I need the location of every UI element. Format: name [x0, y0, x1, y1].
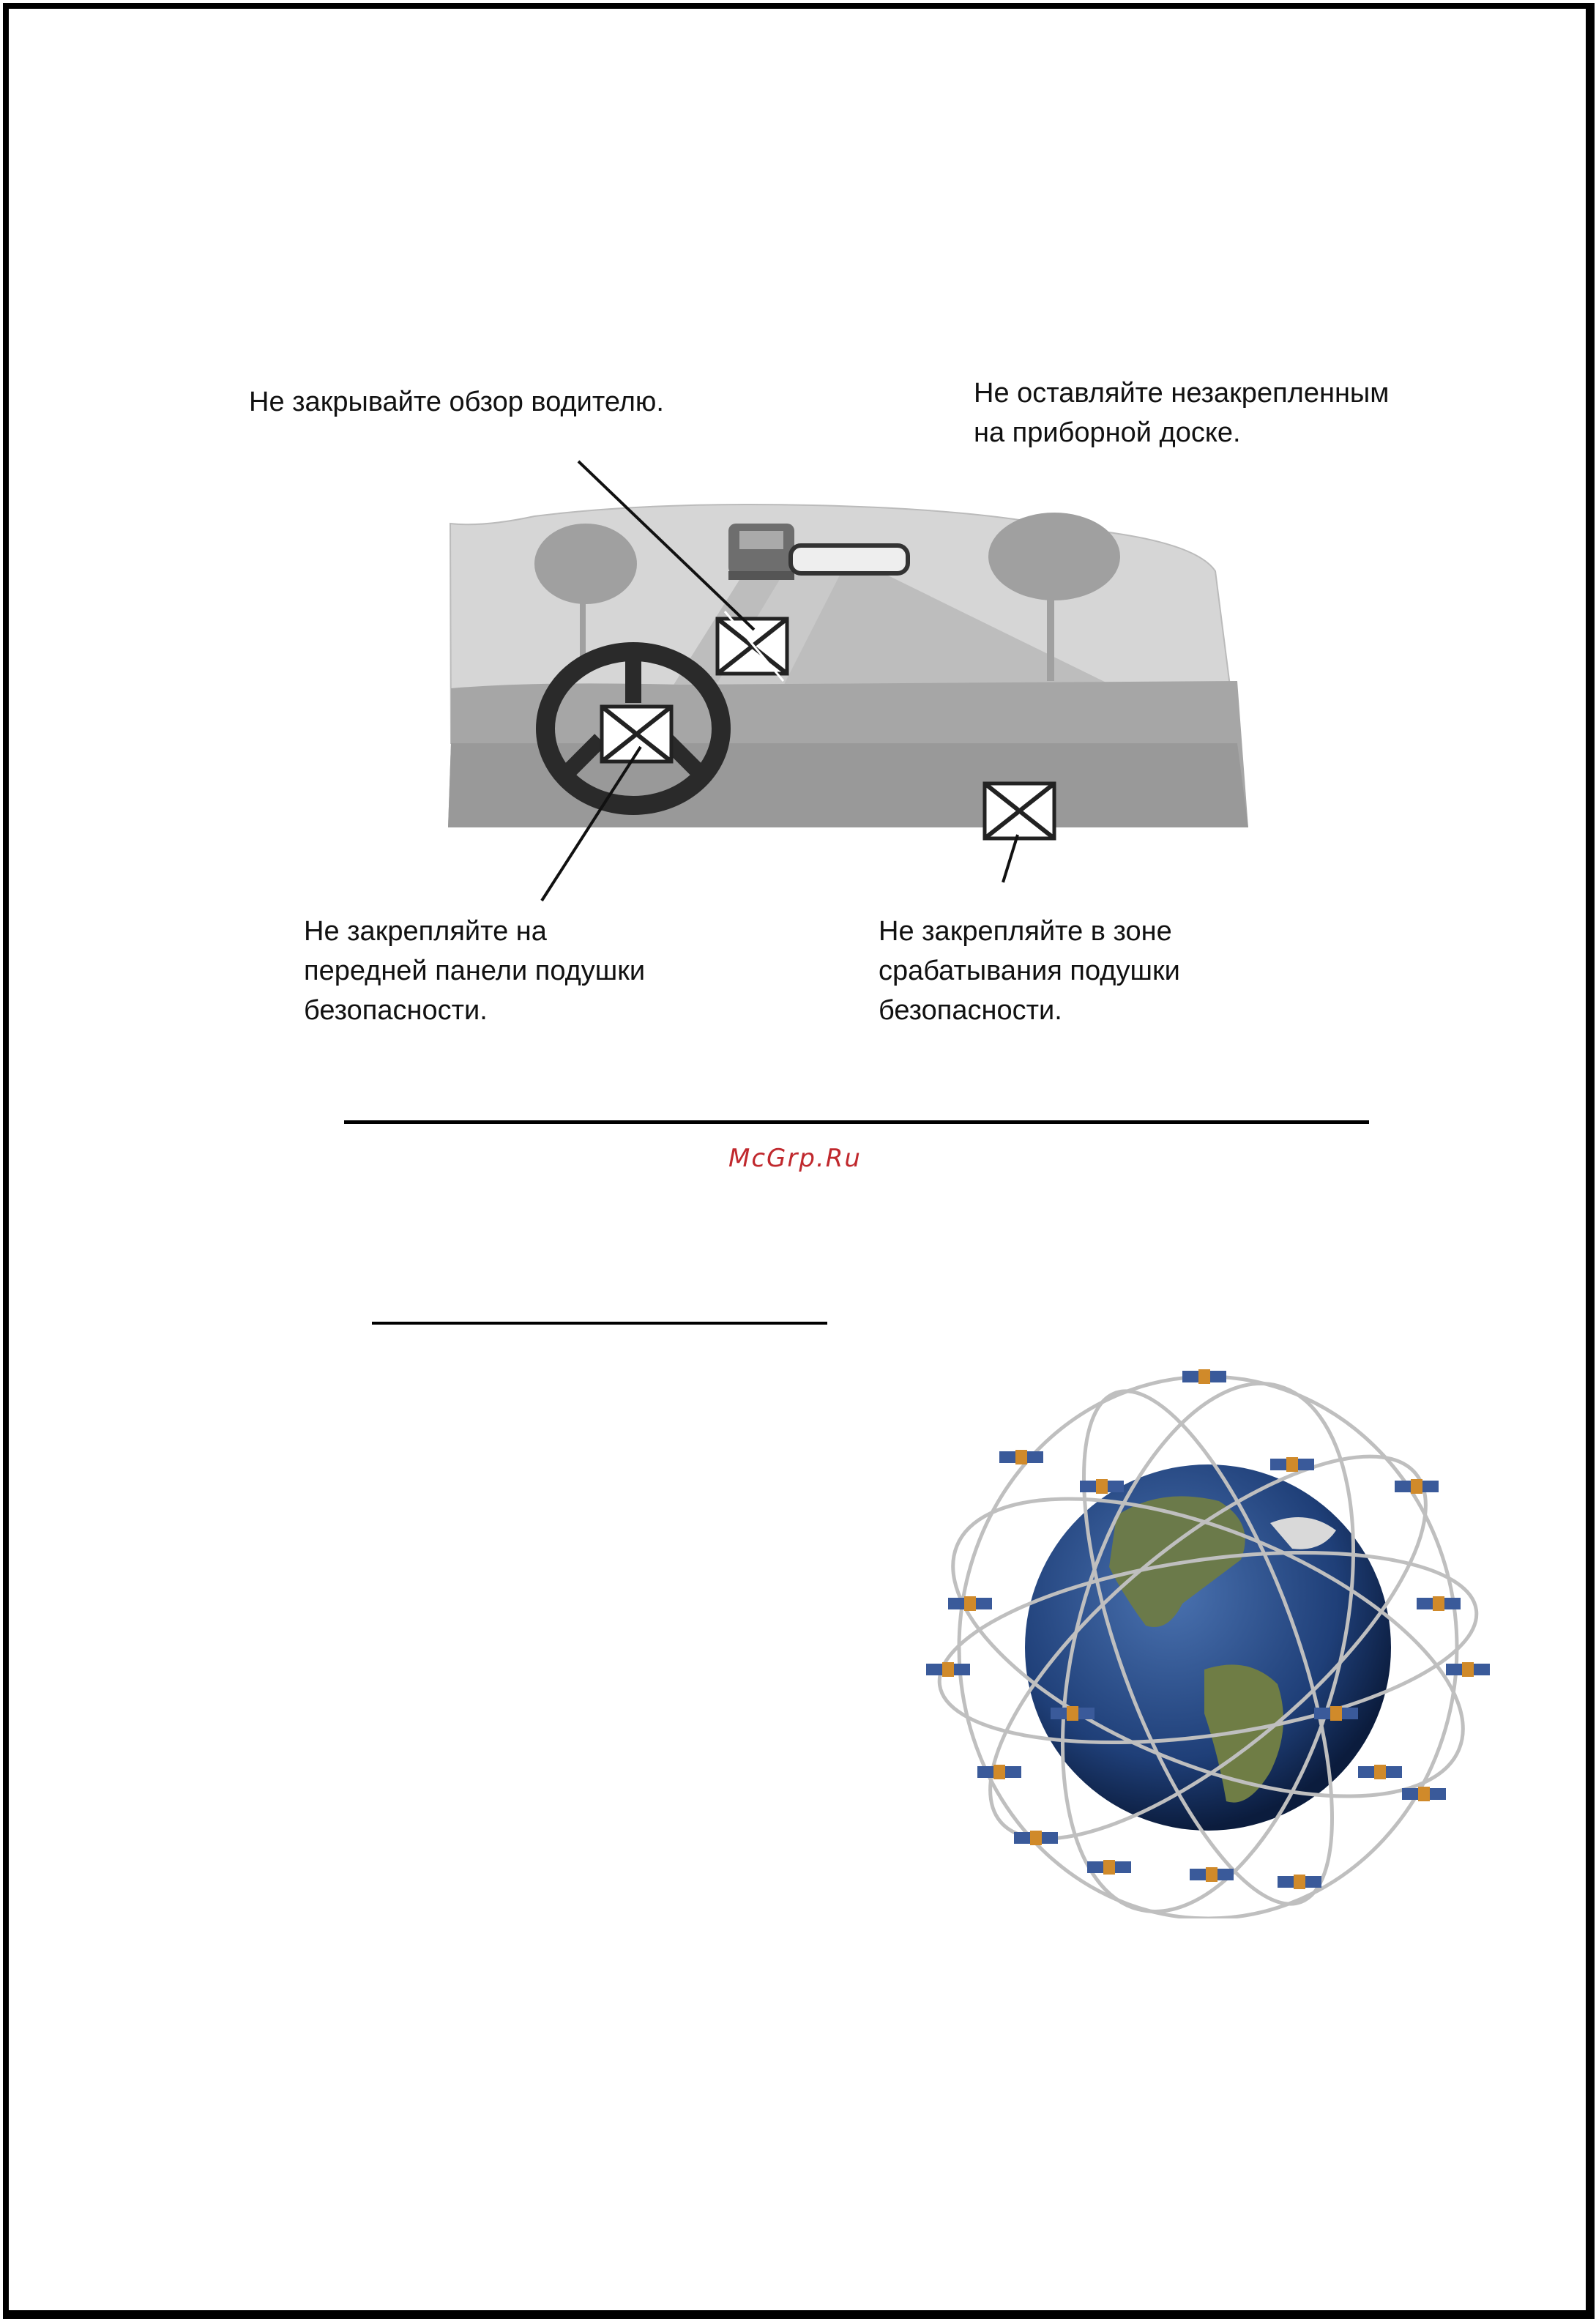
label-dont-leave-unsecured-line1: Не оставляйте незакрепленным — [974, 378, 1390, 409]
label-airbag-zone-line2: срабатывания подушки — [879, 956, 1180, 986]
label-airbag-panel-line3: безопасности. — [304, 995, 488, 1026]
crossed-out-device-icon — [717, 611, 787, 681]
label-dont-block-view: Не закрывайте обзор водителю. — [249, 387, 664, 417]
watermark: McGrp.Ru — [728, 1144, 862, 1173]
label-airbag-zone-line1: Не закрепляйте в зоне — [879, 916, 1172, 947]
horizontal-rule-short — [372, 1322, 827, 1325]
label-airbag-zone-line3: безопасности. — [879, 995, 1062, 1026]
gps-globe-illustration — [926, 1362, 1490, 1918]
label-airbag-panel-line2: передней панели подушки — [304, 956, 646, 986]
horizontal-rule — [344, 1120, 1369, 1124]
label-airbag-panel-line1: Не закрепляйте на — [304, 916, 547, 947]
car-ahead — [728, 524, 794, 580]
label-dont-leave-unsecured-line2: на приборной доске. — [974, 417, 1241, 448]
rear-view-mirror — [791, 546, 908, 573]
installation-warning-figure — [242, 337, 1479, 1043]
globe-icon — [926, 1362, 1490, 1918]
crossed-out-device-icon — [985, 783, 1054, 838]
